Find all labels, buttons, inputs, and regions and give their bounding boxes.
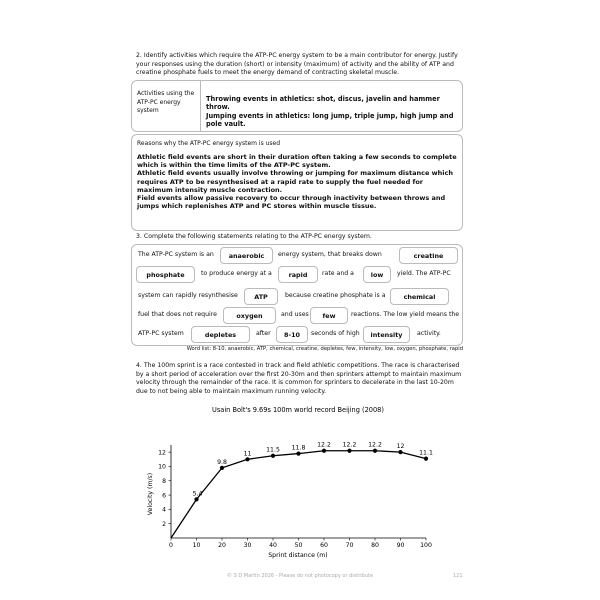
data-point [373,449,377,453]
cloze-text-9: and uses [281,311,309,318]
data-label: 11 [243,450,252,458]
chart-plot-area [158,442,433,549]
reasons-box [131,134,463,231]
x-tick-label: 90 [396,542,405,549]
activities-answer [206,95,456,129]
velocity-chart [0,398,600,598]
answer-8-10[interactable]: 8-10 [276,326,308,343]
y-tick-label: 4 [162,506,166,514]
answer-creatine[interactable]: creatine [399,247,458,264]
data-point [245,457,249,461]
activities-divider [200,81,201,131]
cloze-text-10: reactions. The low yield means the [351,311,460,318]
q4-question: 4. The 100m sprint is a race contested in track and field athletic competitions. The race is characterised by a short period of acceleration over the first 20-30m and then sprinters attempt to maintain maximum velocity through the remainder of the race. It is common for sprinters to decelerate in the last 10-20m due to not being able to maintain maximum running velocity. [136,362,462,395]
cloze-text-5: yield. The ATP-PC [397,270,451,277]
series-line [171,451,426,538]
data-point [347,449,351,453]
cloze-text-11: ATP-PC system [138,330,184,337]
data-point [424,456,428,460]
x-tick-label: 30 [243,542,252,549]
data-label: 12.2 [342,441,357,449]
y-tick-label: 2 [162,520,166,528]
q2-question: 2. Identify activities which require the ATP-PC energy system to be a main contributor for energy. Justify your responses using the duration (short) or intensity (maximum) of activity and the ability of ATP and creatine phosphate fuels to meet the energy demand of contracting skeletal muscle. [136,52,458,77]
x-tick-label: 80 [371,542,379,549]
chart-ylabel: Velocity (m/s) [147,472,154,516]
x-tick-label: 50 [294,542,303,549]
cloze-text-2: energy system, that breaks down [278,251,382,258]
cloze-text-13: seconds of high [311,330,360,337]
y-tick-label: 8 [162,477,166,485]
data-label: 11.1 [419,449,433,457]
reason-3: Field events allow passive recovery to occur through inactivity between throws and jumps which replenishes ATP and PC stores within muscle tissue. [137,194,446,211]
y-tick-label: 10 [158,463,166,471]
answer-phosphate[interactable]: phosphate [136,266,195,283]
cloze-text-6: system can rapidly resynthesise [138,292,238,299]
answer-few[interactable]: few [310,307,348,324]
cloze-text-8: fuel that does not require [138,311,217,318]
data-point [296,451,300,455]
chart-xlabel: Sprint distance (m) [268,552,328,559]
activities-answer-1: Throwing events in athletics: shot, discus, javelin and hammer throw. [206,95,440,112]
reason-2: Athletic field events usually involve throwing or jumping for maximum distance which requires ATP to be resynthesised at a rapid rate to supply the fuel needed for maximum intensity muscle contraction. [137,169,453,194]
q3-question: 3. Complete the following statements relating to the ATP-PC energy system. [136,233,372,240]
data-label: 9.8 [217,458,227,466]
cloze-text-7: because creatine phosphate is a [285,292,386,299]
answer-rapid[interactable]: rapid [278,266,318,283]
data-point [322,449,326,453]
data-label: 12.2 [368,441,382,449]
cloze-text-12: after [256,330,271,337]
data-label: 11.8 [291,444,306,452]
y-tick-label: 12 [158,449,166,457]
data-label: 11.5 [266,446,280,454]
data-point [220,466,224,470]
activities-answer-2: Jumping events in athletics: long jump, triple jump, high jump and pole vault. [206,111,454,129]
answer-depletes[interactable]: depletes [191,326,250,343]
answer-chemical[interactable]: chemical [390,288,449,305]
data-label: 5.4 [192,490,203,498]
word-list: Word list: 8-10, anaerobic, ATP, chemical, creatine, depletes, few, intensity, low, oxygen, phosphate, rapid [186,346,463,352]
footer-page-number: 121 [453,573,463,579]
activities-box [131,80,463,132]
x-tick-label: 10 [192,542,201,549]
reasons-answer [137,153,459,210]
answer-anaerobic[interactable]: anaerobic [220,247,273,264]
data-point [271,454,275,458]
cloze-text-3: to produce energy at a [201,270,272,277]
footer-copyright: © S D Martin 2026 - Please do not photocopy or distribute [227,573,374,579]
cloze-text-14: activity. [417,330,441,337]
data-label: 12 [396,443,405,451]
x-tick-label: 20 [218,542,226,549]
answer-intensity[interactable]: intensity [363,326,410,343]
chart-title: Usain Bolt's 9.69s 100m world record Beijing (2008) [212,406,384,414]
x-tick-label: 70 [345,542,354,549]
answer-oxygen[interactable]: oxygen [223,307,276,324]
cloze-text-1: The ATP-PC system is an [138,251,214,258]
data-point [194,497,198,501]
reasons-label: Reasons why the ATP-PC energy system is used [137,140,281,147]
x-tick-label: 0 [169,542,173,549]
data-point [398,450,402,454]
cloze-text-4: rate and a [322,270,354,277]
answer-low[interactable]: low [363,266,391,283]
x-tick-label: 100 [420,542,432,549]
y-tick-label: 6 [162,492,166,500]
x-tick-label: 40 [269,542,277,549]
activities-label: Activities using the ATP-PC energy system [137,90,195,114]
answer-atp[interactable]: ATP [244,288,278,305]
data-label: 12.2 [317,441,331,449]
reason-1: Athletic field events are short in their duration often taking a few seconds to complete which is within the time limits of the ATP-PC system. [137,153,457,170]
x-tick-label: 60 [320,542,328,549]
